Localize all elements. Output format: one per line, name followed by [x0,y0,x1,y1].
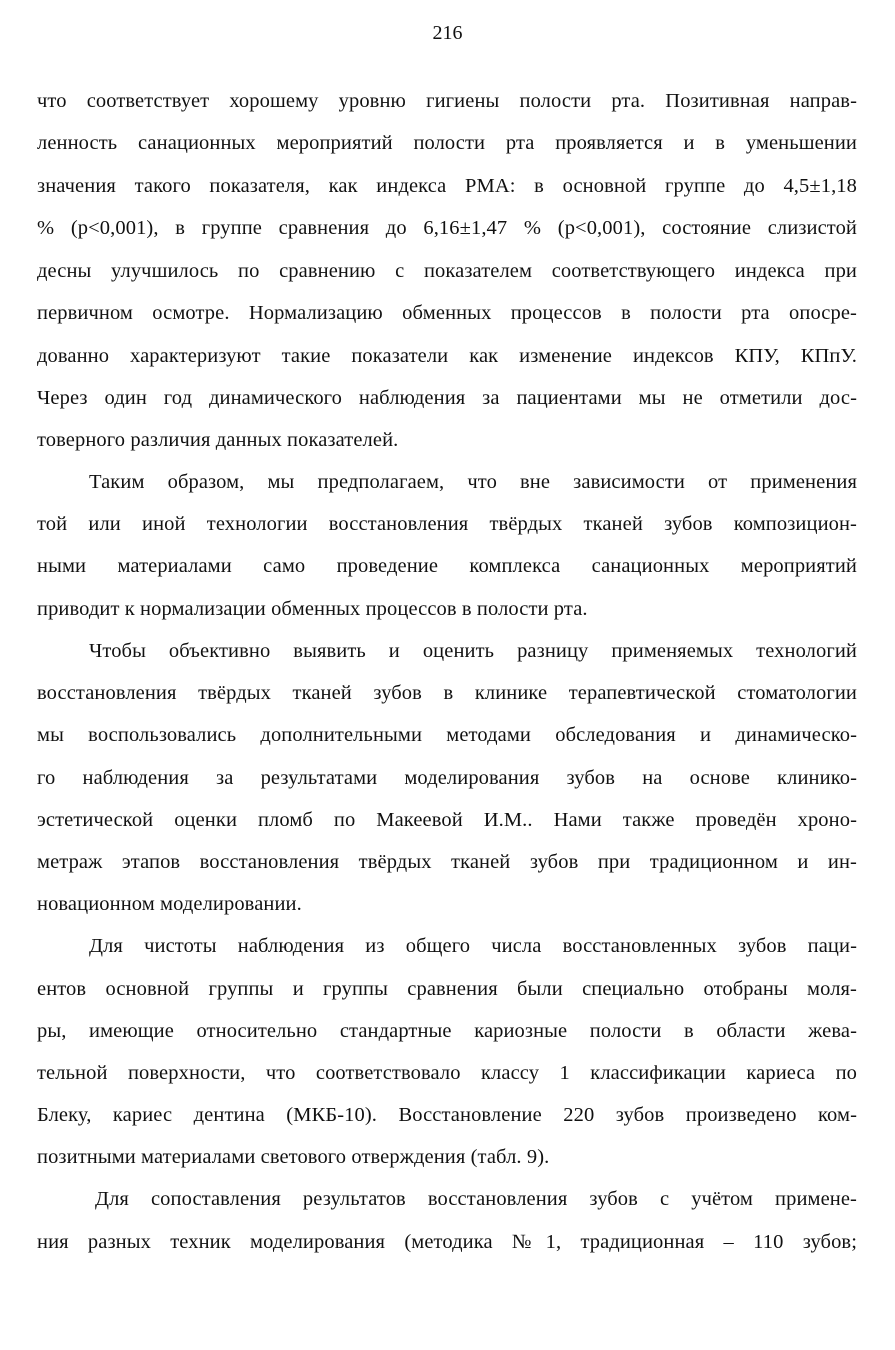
text-line: ры, имеющие относительно стандартные кариозные полости в области жева- [37,1020,857,1042]
text-line: ентов основной группы и группы сравнения были специально отобраны моля- [37,978,857,1000]
text-line: Чтобы объективно выявить и оценить разницу применяемых технологий [89,640,857,662]
text-line: мы воспользовались дополнительными методами обследования и динамическо- [37,724,857,746]
text-line: Блеку, кариес дентина (МКБ-10). Восстановление 220 зубов произведено ком- [37,1104,857,1126]
text-line: Для сопоставления результатов восстановления зубов с учётом примене- [95,1188,857,1210]
text-line: дованно характеризуют такие показатели как изменение индексов КПУ, КПпУ. [37,345,857,367]
text-line: Через один год динамического наблюдения за пациентами мы не отметили дос- [37,387,857,409]
text-line: Таким образом, мы предполагаем, что вне зависимости от применения [89,471,857,493]
text-line: ными материалами само проведение комплекса санационных мероприятий [37,555,857,577]
text-line: Для чистоты наблюдения из общего числа восстановленных зубов паци- [89,935,857,957]
text-line: первичном осмотре. Нормализацию обменных процессов в полости рта опосре- [37,302,857,324]
text-line: значения такого показателя, как индекса РМА: в основной группе до 4,5±1,18 [37,175,857,197]
text-line: тельной поверхности, что соответствовало классу 1 классификации кариеса по [37,1062,857,1084]
text-line: той или иной технологии восстановления твёрдых тканей зубов композицион- [37,513,857,535]
text-line: эстетической оценки пломб по Макеевой И.М.. Нами также проведён хроно- [37,809,857,831]
page-number: 216 [432,22,463,44]
text-line: % (р<0,001), в группе сравнения до 6,16±1,47 % (р<0,001), состояние слизистой [37,217,857,239]
text-line: ленность санационных мероприятий полости рта проявляется и в уменьшении [37,132,857,154]
text-line: позитными материалами светового отверждения (табл. 9). [37,1146,550,1168]
text-line: что соответствует хорошему уровню гигиены полости рта. Позитивная направ- [37,90,857,112]
text-line: восстановления твёрдых тканей зубов в клинике терапевтической стоматологии [37,682,857,704]
text-line: товерного различия данных показателей. [37,429,399,451]
text-line: десны улучшилось по сравнению с показателем соответствующего индекса при [37,260,857,282]
text-line: метраж этапов восстановления твёрдых тканей зубов при традиционном и ин- [37,851,857,873]
text-line: новационном моделировании. [37,893,302,915]
text-line: приводит к нормализации обменных процессов в полости рта. [37,598,588,620]
text-line: ния разных техник моделирования (методика №1, традиционная – 110 зубов; [37,1231,857,1253]
text-line: го наблюдения за результатами моделирования зубов на основе клинико- [37,767,857,789]
